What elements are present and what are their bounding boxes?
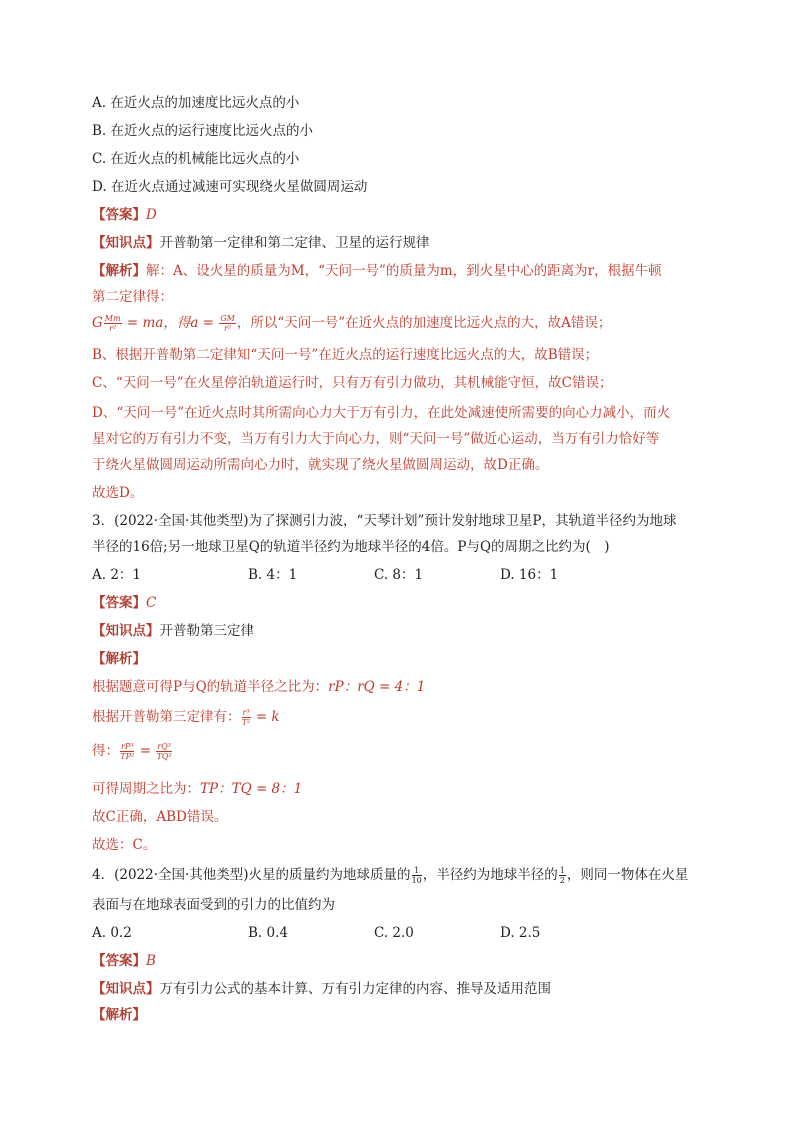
q3-options: [92, 566, 707, 584]
q3-stem-line1: 3．(2022·全国·其他类型)为了探测引力波，“天琴计划”预计发射地球卫星P，其轨道半径约为地球: [92, 513, 677, 529]
q3-analysis-line1: [92, 678, 425, 696]
fraction-numerator: 1: [412, 866, 422, 876]
fraction-numerator: rQ³: [157, 742, 171, 751]
q4-option-b: B. 0.4: [248, 925, 288, 941]
equals-k: = k: [251, 709, 280, 725]
q2-analysis-line5: C、“天问一号”在火星停泊轨道运行时，只有万有引力做功，其机械能守恒，故C错误；: [92, 375, 613, 391]
q3-answer: C: [146, 595, 157, 611]
q2-option-d: D. 在近火点通过减速可实现绕火星做圆周运动: [92, 179, 368, 195]
q4-option-d: D. 2.5: [500, 925, 541, 941]
fraction-denominator: 2: [559, 876, 565, 885]
fraction-numerator: Mm: [104, 314, 121, 323]
fraction-denominator: T²: [241, 718, 251, 727]
analysis-text: 根据题意可得P与Q的轨道半径之比为：: [92, 679, 329, 695]
q4-knowledge-row: [92, 980, 551, 998]
q2-analysis-line4: B、根据开普勒第二定律知“天问一号”在近火点的运行速度比远火点的大，故B错误；: [92, 347, 599, 363]
q2-analysis-line3: [92, 314, 611, 333]
q4-knowledge: 万有引力公式的基本计算、万有引力定律的内容、推导及适用范围: [159, 981, 551, 997]
q4-answer-row: [92, 952, 156, 970]
q3-option-c: C. 8：1: [374, 567, 424, 583]
q3-option-a: A. 2：1: [92, 567, 142, 583]
fraction-mm-r2: [104, 314, 122, 333]
q2-option-b: B. 在近火点的运行速度比远火点的小: [92, 123, 314, 139]
q3-analysis-line3: [92, 742, 173, 761]
analysis-text: 得：: [92, 743, 119, 759]
fraction-denominator: TP²: [120, 752, 135, 761]
q2-analysis-line1: 解：A、设火星的质量为M，“天问一号”的质量为m，到火星中心的距离为r，根据牛顿: [146, 263, 662, 279]
q2-option-a: A. 在近火点的加速度比远火点的小: [92, 95, 300, 111]
analysis-tag: 【解析】: [92, 651, 146, 667]
analysis-text: 可得周期之比为：: [92, 781, 200, 797]
fraction-denominator: 10: [411, 876, 422, 885]
answer-tag: 【答案】: [92, 595, 146, 611]
q3-knowledge: 开普勒第三定律: [159, 623, 254, 639]
q2-answer-row: [92, 206, 157, 224]
stem-text: ，则同一物体在火星: [566, 867, 689, 883]
q4-options: [92, 924, 707, 942]
q2-knowledge-row: [92, 234, 430, 252]
analysis-tag: 【解析】: [92, 263, 146, 279]
q3-analysis-line2: [92, 708, 280, 727]
q2-knowledge: 开普勒第一定律和第二定律、卫星的运行规律: [159, 235, 430, 251]
stem-text: 4．(2022·全国·其他类型)火星的质量约为地球质量的: [92, 867, 411, 883]
fraction-gm-r2: [219, 314, 236, 333]
stem-text: ，半径约为地球半径的: [422, 867, 558, 883]
fraction-numerator: rP³: [121, 742, 134, 751]
fraction-p: [120, 742, 134, 761]
fraction-r3-t2: [242, 708, 251, 727]
q4-option-c: C. 2.0: [374, 925, 414, 941]
equals-sign: =: [135, 743, 156, 759]
fraction-numerator: 1: [559, 866, 565, 875]
radius-ratio: rP：rQ = 4：1: [328, 679, 426, 695]
analysis-tag: 【解析】: [92, 1007, 146, 1023]
q3-stem-line2: 半径的16倍;另一地球卫星Q的轨道半径约为地球半径的4倍。P与Q的周期之比约为( ): [92, 539, 610, 555]
fraction-denominator: TQ²: [156, 752, 172, 761]
fraction-one-tenth: [412, 866, 422, 885]
fraction-q: [156, 742, 172, 761]
q2-option-c: C. 在近火点的机械能比远火点的小: [92, 151, 300, 167]
formula-text: ，所以“天问一号”在近火点的加速度比远火点的大，故A错误；: [236, 315, 612, 331]
fraction-numerator: r³: [242, 708, 250, 717]
q4-answer: B: [146, 953, 156, 969]
formula-ma: = ma，得a =: [122, 315, 219, 331]
q3-answer-row: [92, 594, 156, 612]
q2-analysis-line8: 于绕火星做圆周运动所需向心力时，就实现了绕火星做圆周运动，故D正确。: [92, 457, 549, 473]
knowledge-tag: 【知识点】: [92, 981, 160, 997]
formula-g: G: [92, 315, 103, 331]
q3-analysis-line5: 故C正确，ABD错误。: [92, 809, 228, 825]
q2-answer: D: [146, 207, 157, 223]
answer-tag: 【答案】: [92, 207, 146, 223]
q3-option-b: B. 4：1: [248, 567, 298, 583]
q4-stem-line2: 表面与在地球表面受到的引力的比值约为: [92, 897, 335, 913]
q2-analysis-row: [92, 262, 662, 280]
period-ratio: TP：TQ = 8：1: [200, 781, 303, 797]
q2-conclusion: 故选D。: [92, 485, 144, 501]
fraction-denominator: r²: [224, 324, 232, 333]
q4-option-a: A. 0.2: [92, 925, 132, 941]
analysis-text: 根据开普勒第三定律有：: [92, 709, 241, 725]
fraction-numerator: GM: [220, 314, 235, 323]
q3-option-d: D. 16：1: [500, 567, 559, 583]
q3-conclusion: 故选：C。: [92, 837, 157, 853]
q2-analysis-line6: D、“天问一号”在近火点时其所需向心力大于万有引力，在此处减速使所需要的向心力减小，而火: [92, 405, 671, 421]
fraction-denominator: r²: [109, 324, 117, 333]
q3-analysis-line4: [92, 780, 302, 798]
knowledge-tag: 【知识点】: [92, 623, 160, 639]
q2-analysis-line7: 星对它的万有引力不变，当万有引力大于向心力，则“天问一号”做近心运动，当万有引力恰好等: [92, 431, 660, 447]
q4-analysis-row: [92, 1006, 146, 1024]
fraction-one-half: [559, 866, 566, 885]
q3-knowledge-row: [92, 622, 254, 640]
knowledge-tag: 【知识点】: [92, 235, 160, 251]
q4-stem-line1: [92, 866, 688, 885]
answer-tag: 【答案】: [92, 953, 146, 969]
q3-analysis-row: [92, 650, 146, 668]
q2-analysis-line2: 第二定律得：: [92, 289, 173, 305]
